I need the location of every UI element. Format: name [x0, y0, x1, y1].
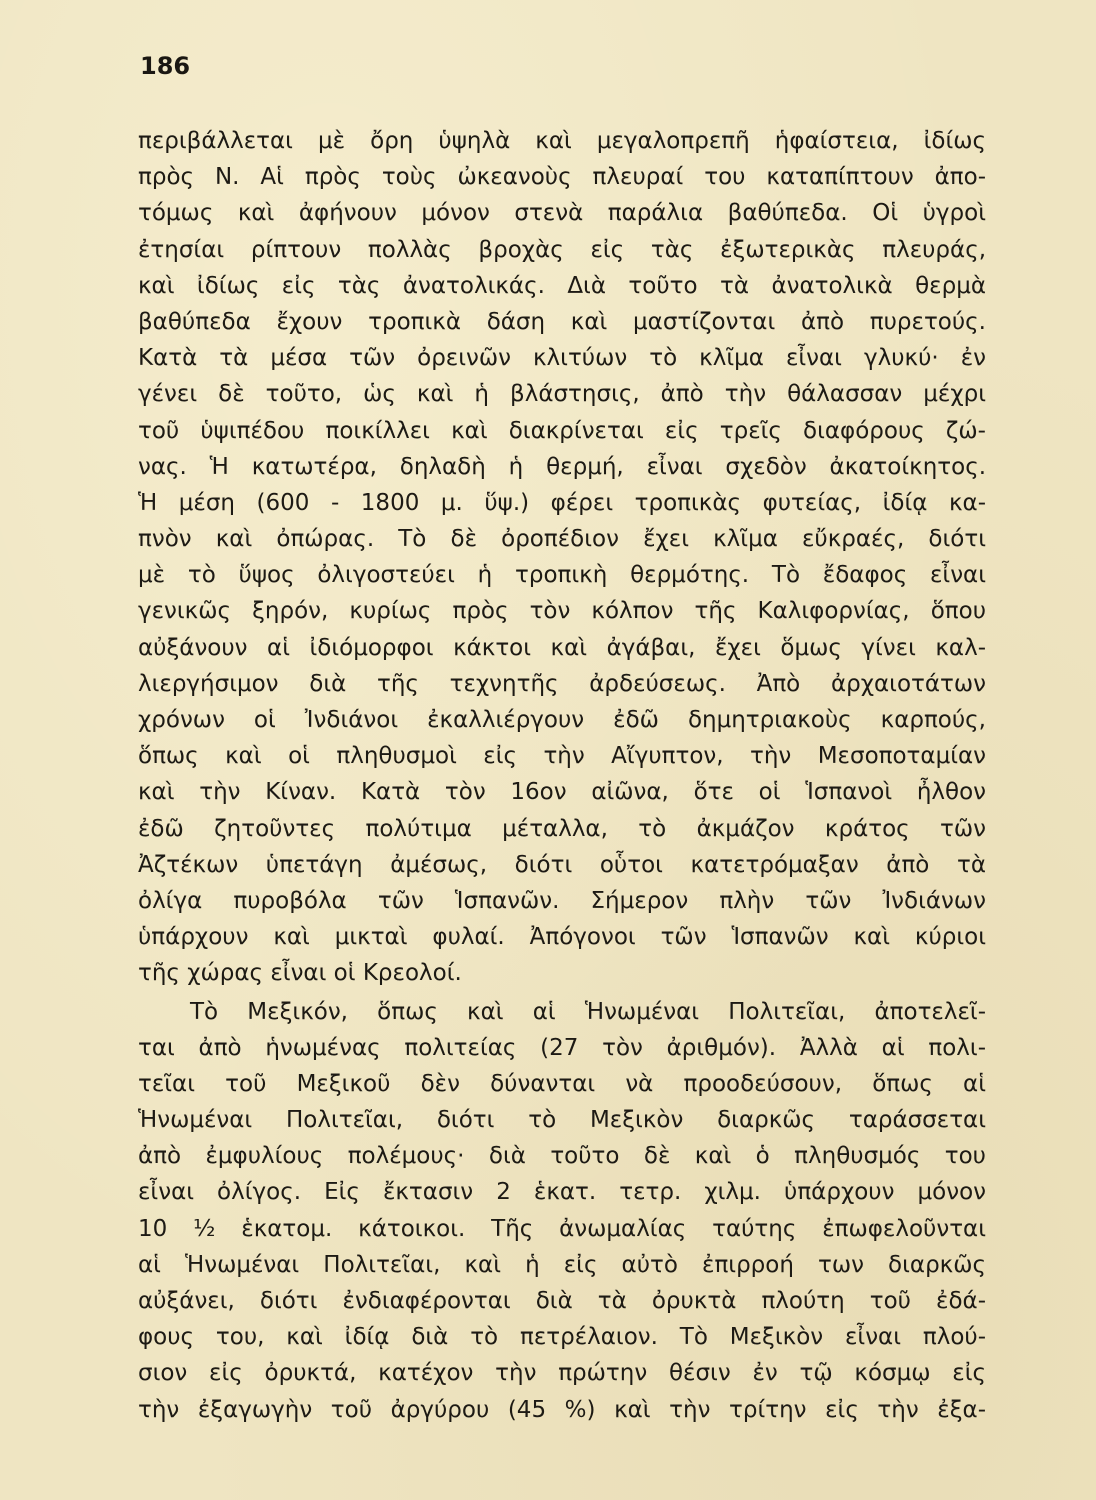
text-line: πρὸς Ν. Αἱ πρὸς τοὺς ὠκεανοὺς πλευραί του καταπίπτουν ἀπο- — [138, 164, 986, 191]
text-line: ὅπως καὶ οἱ πληθυσμοὶ εἰς τὴν Αἴγυπτον, τὴν Μεσοποταμίαν — [138, 743, 986, 770]
text-line: πνὸν καὶ ὀπώρας. Τὸ δὲ ὀροπέδιον ἔχει κλῖμα εὔκραές, διότι — [138, 526, 986, 553]
text-line: περιβάλλεται μὲ ὄρη ὑψηλὰ καὶ μεγαλοπρεπῆ ἡφαίστεια, ἰδίως — [138, 128, 986, 154]
text-line: καὶ τὴν Κίναν. Κατὰ τὸν 16ον αἰῶνα, ὅτε οἱ Ἱσπανοὶ ἦλθον — [138, 779, 986, 806]
text-line: λιεργήσιμον διὰ τῆς τεχνητῆς ἀρδεύσεως. Ἀπὸ ἀρχαιοτάτων — [138, 670, 986, 697]
text-line: τοῦ ὑψιπέδου ποικίλλει καὶ διακρίνεται εἰς τρεῖς διαφόρους ζώ- — [138, 417, 986, 444]
text-line: ὑπάρχουν καὶ μικταὶ φυλαί. Ἀπόγονοι τῶν Ἱσπανῶν καὶ κύριοι — [138, 924, 986, 951]
text-line: Κατὰ τὰ μέσα τῶν ὀρεινῶν κλιτύων τὸ κλῖμα εἶναι γλυκύ· ἐν — [138, 345, 986, 372]
paragraph-2 — [138, 994, 986, 1428]
text-line: εἶναι ὀλίγος. Εἰς ἔκτασιν 2 ἑκατ. τετρ. χιλμ. ὑπάρχουν μόνον — [138, 1179, 986, 1206]
text-line: γενικῶς ξηρόν, κυρίως πρὸς τὸν κόλπον τῆς Καλιφορνίας, ὅπου — [138, 598, 986, 625]
text-line: αἱ Ἡνωμέναι Πολιτεῖαι, καὶ ἡ εἰς αὐτὸ ἐπιρροή των διαρκῶς — [138, 1251, 986, 1278]
text-line: γένει δὲ τοῦτο, ὡς καὶ ἡ βλάστησις, ἀπὸ τὴν θάλασσαν μέχρι — [138, 381, 986, 408]
text-line: βαθύπεδα ἔχουν τροπικὰ δάση καὶ μαστίζονται ἀπὸ πυρετούς. — [138, 308, 986, 335]
text-line: τόμως καὶ ἀφήνουν μόνον στενὰ παράλια βαθύπεδα. Οἱ ὑγροὶ — [138, 200, 986, 227]
text-line: Ἡ μέση (600 - 1800 μ. ὕψ.) φέρει τροπικὰς φυτείας, ἰδίᾳ κα- — [138, 489, 986, 516]
body-text — [138, 123, 986, 1428]
text-line: τῆς χώρας εἶναι οἱ Κρεολοί. — [138, 960, 462, 987]
text-line: αὐξάνουν αἱ ἰδιόμορφοι κάκτοι καὶ ἀγάβαι, ἔχει ὅμως γίνει καλ- — [138, 634, 986, 661]
text-line: αὐξάνει, διότι ἐνδιαφέρονται διὰ τὰ ὀρυκτὰ πλούτη τοῦ ἐδά- — [138, 1288, 986, 1314]
text-line: ται ἀπὸ ἡνωμένας πολιτείας (27 τὸν ἀριθμόν). Ἀλλὰ αἱ πολι- — [138, 1034, 986, 1061]
text-line: ὀλίγα πυροβόλα τῶν Ἱσπανῶν. Σήμερον πλὴν τῶν Ἰνδιάνων — [138, 887, 986, 914]
text-line: ἐδῶ ζητοῦντες πολύτιμα μέταλλα, τὸ ἀκμάζον κράτος τῶν — [138, 815, 986, 842]
text-line: 10 ½ ἑκατομ. κάτοικοι. Τῆς ἀνωμαλίας ταύτης ἐπωφελοῦνται — [138, 1215, 986, 1242]
text-line: σιον εἰς ὀρυκτά, κατέχον τὴν πρώτην θέσιν ἐν τῷ κόσμῳ εἰς — [138, 1360, 986, 1387]
text-line: Ἀζτέκων ὑπετάγη ἀμέσως, διότι οὗτοι κατετρόμαξαν ἀπὸ τὰ — [138, 851, 986, 878]
text-line: χρόνων οἱ Ἰνδιάνοι ἐκαλλιέργουν ἐδῶ δημητριακοὺς καρπούς, — [138, 707, 986, 733]
paragraph-1 — [138, 123, 986, 992]
text-line: Τὸ Μεξικόν, ὅπως καὶ αἱ Ἡνωμέναι Πολιτεῖαι, ἀποτελεῖ- — [190, 998, 986, 1025]
text-line: νας. Ἡ κατωτέρα, δηλαδὴ ἡ θερμή, εἶναι σχεδὸν ἀκατοίκητος. — [138, 453, 986, 480]
text-line: φους του, καὶ ἰδίᾳ διὰ τὸ πετρέλαιον. Τὸ Μεξικὸν εἶναι πλού- — [138, 1324, 986, 1351]
text-line: μὲ τὸ ὕψος ὀλιγοστεύει ἡ τροπικὴ θερμότης. Τὸ ἔδαφος εἶναι — [138, 562, 986, 589]
text-line: ἀπὸ ἐμφυλίους πολέμους· διὰ τοῦτο δὲ καὶ ὁ πληθυσμός του — [138, 1143, 986, 1170]
text-line: τεῖαι τοῦ Μεξικοῦ δὲν δύνανται νὰ προοδεύσουν, ὅπως αἱ — [138, 1070, 986, 1097]
text-line: Ἡνωμέναι Πολιτεῖαι, διότι τὸ Μεξικὸν διαρκῶς ταράσσεται — [138, 1107, 986, 1134]
page-number: 186 — [140, 52, 191, 80]
text-line: τὴν ἐξαγωγὴν τοῦ ἀργύρου (45 %) καὶ τὴν τρίτην εἰς τὴν ἐξα- — [138, 1396, 986, 1423]
text-line: καὶ ἰδίως εἰς τὰς ἀνατολικάς. Διὰ τοῦτο τὰ ἀνατολικὰ θερμὰ — [138, 272, 986, 299]
text-line: ἐτησίαι ρίπτουν πολλὰς βροχὰς εἰς τὰς ἐξωτερικὰς πλευράς, — [138, 236, 986, 263]
